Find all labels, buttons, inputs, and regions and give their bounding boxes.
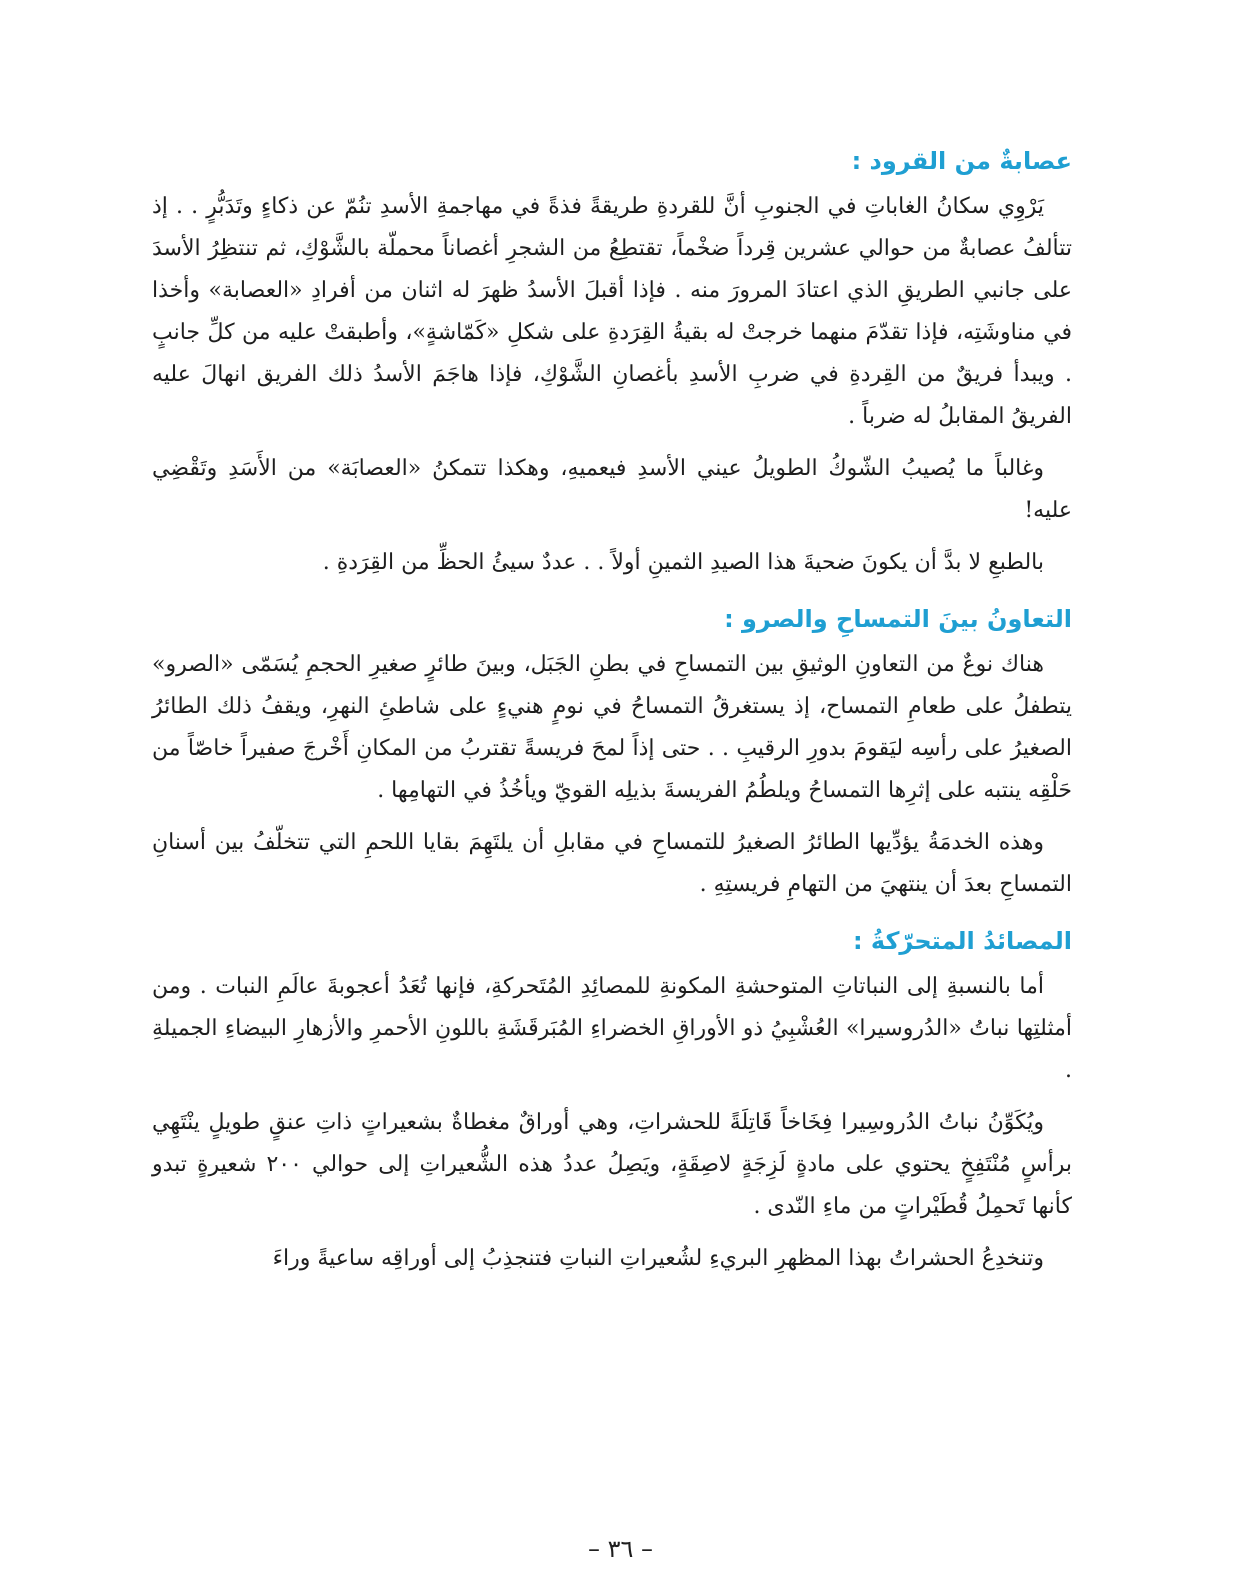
paragraph: هناك نوعٌ من التعاونِ الوثيقِ بين التمساحِ في بطنِ الجَبَل، وبينَ طائرٍ صغيرِ الحجمِ يُسَمّى «الصرو» يتطفلُ على طعامِ التمساح، إذ يستغرقُ التمساحُ في نومٍ هنيءٍ على شاطئِ النهرِ، ويقفُ ذلك الطائرُ الصغيرُ على رأسِه ليَقومَ بدورِ الرقيبِ . . حتى إذاً لمحَ فريسةً تقتربُ من المكانِ أَخْرجَ صفيراً خاصّاً من حَلْقِه ينتبه على إثرِها التمساحُ ويلطُمُ الفريسةَ بذيلِه القويّ ويأخُذُ في التهامِها .	[152, 652, 1072, 803]
section-crocodile-bird	[152, 598, 1072, 906]
section-heading: التعاونُ بينَ التمساحِ والصرو :	[724, 605, 1072, 633]
section-heading: عصابةٌ من القرود :	[851, 147, 1072, 175]
paragraph: أما بالنسبةِ إلى النباتاتِ المتوحشةِ المكونةِ للمصائِدِ المُتَحركةِ، فإنها تُعَدُ أعجوبةَ عالَمِ النبات . ومن أمثلتِها نباتُ «الدُروسيرا» العُشْبِيُ ذو الأوراقِ الخضراءِ المُبَرقَشَةِ باللونِ الأحمرِ والأزهارِ البيضاءِ الجميلةِ .	[152, 974, 1072, 1083]
paragraph: وهذه الخدمَةُ يؤدِّيها الطائرُ الصغيرُ للتمساحِ في مقابلِ أن يلتَهِمَ بقايا اللحمِ التي تتخلّفُ بين أسنانِ التمساحِ بعدَ أن ينتهيَ من التهامِ فريستِهِ .	[152, 830, 1072, 897]
section-heading: المصائدُ المتحرّكةُ :	[852, 927, 1072, 955]
paragraph: وغالباً ما يُصيبُ الشّوكُ الطويلُ عيني الأسدِ فيعميهِ، وهكذا تتمكنُ «العصابَة» من الأَسَدِ وتَقْضِي عليه!	[152, 456, 1072, 523]
page-number: – ٣٦ –	[587, 1535, 654, 1563]
paragraph: وتنخدِعُ الحشراتُ بهذا المظهرِ البريءِ لشُعيراتِ النباتِ فتنجذِبُ إلى أوراقِه ساعيةً وراءَ	[272, 1246, 1044, 1271]
page-content	[152, 140, 1072, 1294]
paragraph: ويُكَوِّنُ نباتُ الدُروسِيرا فِخَاخاً قَاتِلَةً للحشراتِ، وهي أوراقٌ مغطاةٌ بشعيراتٍ ذاتِ عنقٍ طويلٍ ينْتَهِي برأسٍ مُنْتَفِخٍ يحتوي على مادةٍ لَزِجَةٍ لاصِقَةٍ، ويَصِلُ عددُ هذه الشُّعيراتِ إلى حوالي ٢٠٠ شعيرةٍ تبدو كأنها تَحمِلُ قُطَيْراتٍ من ماءِ النّدى .	[152, 1110, 1072, 1219]
section-monkey-gang	[152, 140, 1072, 584]
paragraph: بالطبعِ لا بدَّ أن يكونَ ضحيةَ هذا الصيدِ الثمينِ أولاً . . عددٌ سيئُ الحظِّ من القِرَدةِ .	[322, 550, 1044, 575]
paragraph: يَرْوِي سكانُ الغاباتِ في الجنوبِ أنَّ للقردةِ طريقةً فذةً في مهاجمةِ الأسدِ تنُمّ عن ذكاءٍ وتَدَبُّرٍ . . إذ تتألفُ عصابةٌ من حوالي عشرين قِرداً ضخْماً، تقتطِعُ من الشجرِ أغصاناً محملّة بالشَّوْكِ، ثم تنتظِرُ الأسدَ على جانبي الطريقِ الذي اعتادَ المرورَ منه . فإذا أقبلَ الأسدُ ظهرَ له اثنان من أفرادِ «العصابة» وأخذا في مناوشَتِه، فإذا تقدّمَ منهما خرجتْ له بقيةُ القِرَدةِ على شكلِ «كَمّاشةٍ»، وأطبقتْ عليه من كلِّ جانبٍ . ويبدأ فريقٌ من القِردةِ في ضربِ الأسدِ بأغصانِ الشَّوْكِ، فإذا هاجَمَ الأسدُ ذلك الفريق انهالَ عليه الفريقُ المقابلُ له ضرباً .	[152, 194, 1072, 429]
section-moving-traps	[152, 920, 1072, 1280]
